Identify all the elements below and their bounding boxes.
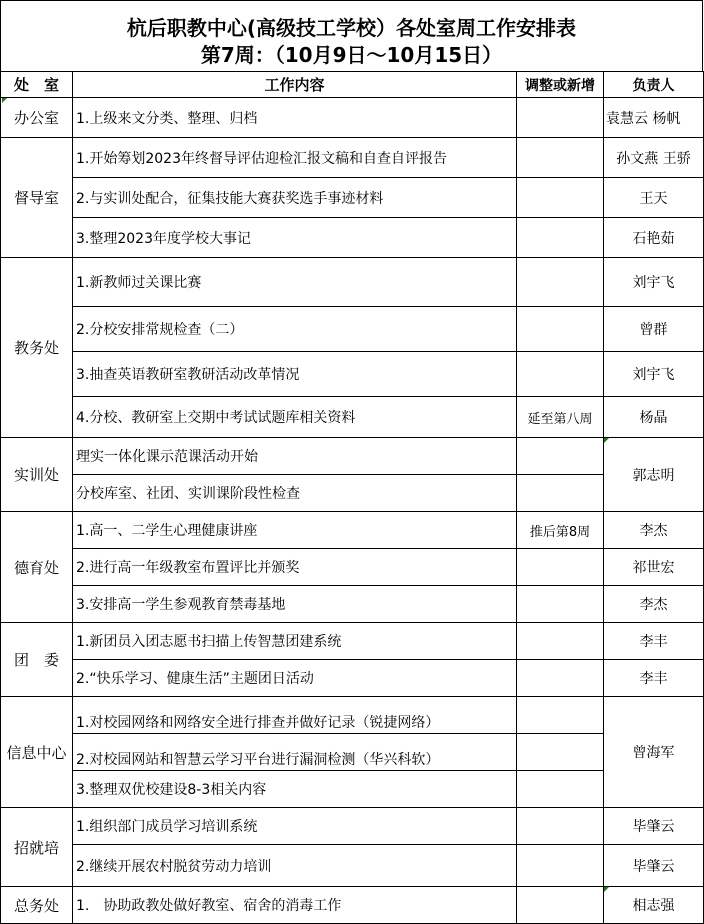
task-cell[interactable]: 3.整理2023年度学校大事记 bbox=[73, 218, 517, 258]
task-cell[interactable]: 1.组织部门成员学习培训系统 bbox=[73, 808, 517, 845]
dept-cell-supervision[interactable]: 督导室 bbox=[1, 138, 73, 258]
table-row bbox=[1, 475, 704, 512]
table-row bbox=[1, 697, 704, 734]
owner-cell[interactable]: 相志强 bbox=[604, 887, 704, 924]
table-row bbox=[1, 660, 704, 697]
adjust-cell[interactable] bbox=[517, 549, 604, 586]
owner-cell[interactable]: 李丰 bbox=[604, 623, 704, 660]
adjust-cell[interactable] bbox=[517, 808, 604, 845]
dept-cell-recruitment[interactable]: 招就培 bbox=[1, 808, 73, 887]
table-row bbox=[1, 218, 704, 258]
adjust-cell[interactable] bbox=[517, 771, 604, 808]
task-cell[interactable]: 1.开始筹划2023年终督导评估迎检汇报文稿和自查自评报告 bbox=[73, 138, 517, 178]
owner-cell[interactable]: 王天 bbox=[604, 178, 704, 218]
owner-cell[interactable]: 杨晶 bbox=[604, 397, 704, 438]
task-cell[interactable]: 2.继续开展农村脱贫劳动力培训 bbox=[73, 845, 517, 887]
adjust-cell[interactable] bbox=[517, 178, 604, 218]
owner-cell[interactable]: 祁世宏 bbox=[604, 549, 704, 586]
table-row bbox=[1, 734, 704, 771]
owner-cell[interactable]: 孙文燕 王骄 bbox=[604, 138, 704, 178]
task-cell[interactable]: 理实一体化课示范课活动开始 bbox=[73, 438, 517, 475]
dept-cell-academic[interactable]: 教务处 bbox=[1, 258, 73, 438]
adjust-cell[interactable] bbox=[517, 258, 604, 307]
task-cell[interactable]: 2.“快乐学习、健康生活”主题团日活动 bbox=[73, 660, 517, 697]
task-cell[interactable]: 3.抽查英语教研室教研活动改革情况 bbox=[73, 352, 517, 397]
adjust-cell[interactable] bbox=[517, 660, 604, 697]
cell-note-marker-icon bbox=[604, 887, 609, 892]
table-row bbox=[1, 307, 704, 352]
task-cell[interactable]: 分校库室、社团、实训课阶段性检查 bbox=[73, 475, 517, 512]
adjust-cell[interactable] bbox=[517, 98, 604, 138]
table-row bbox=[1, 771, 704, 808]
cell-note-marker-icon bbox=[604, 438, 609, 443]
task-cell[interactable]: 1.上级来文分类、整理、归档 bbox=[73, 98, 517, 138]
task-cell[interactable]: 1.对校园网络和网络安全进行排查并做好记录（锐捷网络） bbox=[73, 697, 517, 734]
table-row bbox=[1, 352, 704, 397]
dept-cell-office[interactable]: 办公室 bbox=[1, 98, 73, 138]
table-row bbox=[1, 258, 704, 307]
table-row bbox=[1, 845, 704, 887]
adjust-cell[interactable] bbox=[517, 138, 604, 178]
owner-cell[interactable]: 石艳茹 bbox=[604, 218, 704, 258]
adjust-cell[interactable] bbox=[517, 307, 604, 352]
task-cell[interactable]: 3.整理双优校建设8-3相关内容 bbox=[73, 771, 517, 808]
owner-cell[interactable]: 袁慧云 杨帆 bbox=[604, 98, 704, 138]
dept-cell-info-center[interactable]: 信息中心 bbox=[1, 697, 73, 808]
owner-cell[interactable]: 李丰 bbox=[604, 660, 704, 697]
adjust-cell[interactable]: 推后第8周 bbox=[517, 512, 604, 549]
header-adjust[interactable]: 调整或新增 bbox=[517, 72, 604, 98]
table-row bbox=[1, 549, 704, 586]
dept-cell-moral-education[interactable]: 德育处 bbox=[1, 512, 73, 623]
task-cell[interactable]: 2.与实训处配合，征集技能大赛获奖选手事迹材料 bbox=[73, 178, 517, 218]
adjust-cell[interactable] bbox=[517, 586, 604, 623]
header-owner[interactable]: 负责人 bbox=[604, 72, 704, 98]
adjust-cell[interactable] bbox=[517, 623, 604, 660]
task-cell[interactable]: 1.新团员入团志愿书扫描上传智慧团建系统 bbox=[73, 623, 517, 660]
owner-cell[interactable]: 郭志明 bbox=[604, 438, 704, 512]
adjust-cell[interactable] bbox=[517, 845, 604, 887]
adjust-cell[interactable] bbox=[517, 438, 604, 475]
table-row bbox=[1, 397, 704, 438]
owner-cell[interactable]: 曾群 bbox=[604, 307, 704, 352]
header-row bbox=[1, 72, 704, 98]
owner-cell[interactable]: 刘宇飞 bbox=[604, 258, 704, 307]
table-row bbox=[1, 138, 704, 178]
header-task[interactable]: 工作内容 bbox=[73, 72, 517, 98]
task-cell[interactable]: 2.分校安排常规检查（二） bbox=[73, 307, 517, 352]
table-row bbox=[1, 98, 704, 138]
owner-cell[interactable]: 刘宇飞 bbox=[604, 352, 704, 397]
dept-cell-general-affairs[interactable]: 总务处 bbox=[1, 887, 73, 924]
task-cell[interactable]: 1. 协助政教处做好教室、宿舍的消毒工作 bbox=[73, 887, 517, 924]
cell-note-marker-icon bbox=[2, 98, 7, 103]
table-row bbox=[1, 887, 704, 924]
task-cell[interactable]: 3.安排高一学生参观教育禁毒基地 bbox=[73, 586, 517, 623]
dept-cell-youth-league[interactable]: 团 委 bbox=[1, 623, 73, 697]
table-row bbox=[1, 512, 704, 549]
owner-cell[interactable]: 毕肇云 bbox=[604, 845, 704, 887]
adjust-cell[interactable] bbox=[517, 218, 604, 258]
task-cell[interactable]: 2.进行高一年级教室布置评比并颁奖 bbox=[73, 549, 517, 586]
owner-cell[interactable]: 曾海军 bbox=[604, 697, 704, 808]
adjust-cell[interactable]: 延至第八周 bbox=[517, 397, 604, 438]
sheet-title: 杭后职教中心(高级技工学校）各处室周工作安排表 bbox=[126, 16, 577, 40]
task-cell[interactable]: 1.高一、二学生心理健康讲座 bbox=[73, 512, 517, 549]
table-row bbox=[1, 178, 704, 218]
adjust-cell[interactable] bbox=[517, 887, 604, 924]
schedule-table bbox=[0, 71, 704, 924]
owner-cell[interactable]: 李杰 bbox=[604, 586, 704, 623]
owner-cell[interactable]: 毕肇云 bbox=[604, 808, 704, 845]
table-row bbox=[1, 808, 704, 845]
title-cell[interactable] bbox=[0, 0, 703, 71]
table-row bbox=[1, 586, 704, 623]
header-dept[interactable]: 处 室 bbox=[1, 72, 73, 98]
dept-cell-training[interactable]: 实训处 bbox=[1, 438, 73, 512]
adjust-cell[interactable] bbox=[517, 475, 604, 512]
week-range: 第7周：（10月9日～10月15日） bbox=[200, 43, 503, 67]
table-row bbox=[1, 438, 704, 475]
owner-cell[interactable]: 李杰 bbox=[604, 512, 704, 549]
adjust-cell[interactable] bbox=[517, 697, 604, 734]
task-cell[interactable]: 2.对校园网站和智慧云学习平台进行漏洞检测（华兴科软） bbox=[73, 734, 517, 771]
task-cell[interactable]: 1.新教师过关课比赛 bbox=[73, 258, 517, 307]
task-cell[interactable]: 4.分校、教研室上交期中考试试题库相关资料 bbox=[73, 397, 517, 438]
adjust-cell[interactable] bbox=[517, 352, 604, 397]
adjust-cell[interactable] bbox=[517, 734, 604, 771]
table-row bbox=[1, 623, 704, 660]
